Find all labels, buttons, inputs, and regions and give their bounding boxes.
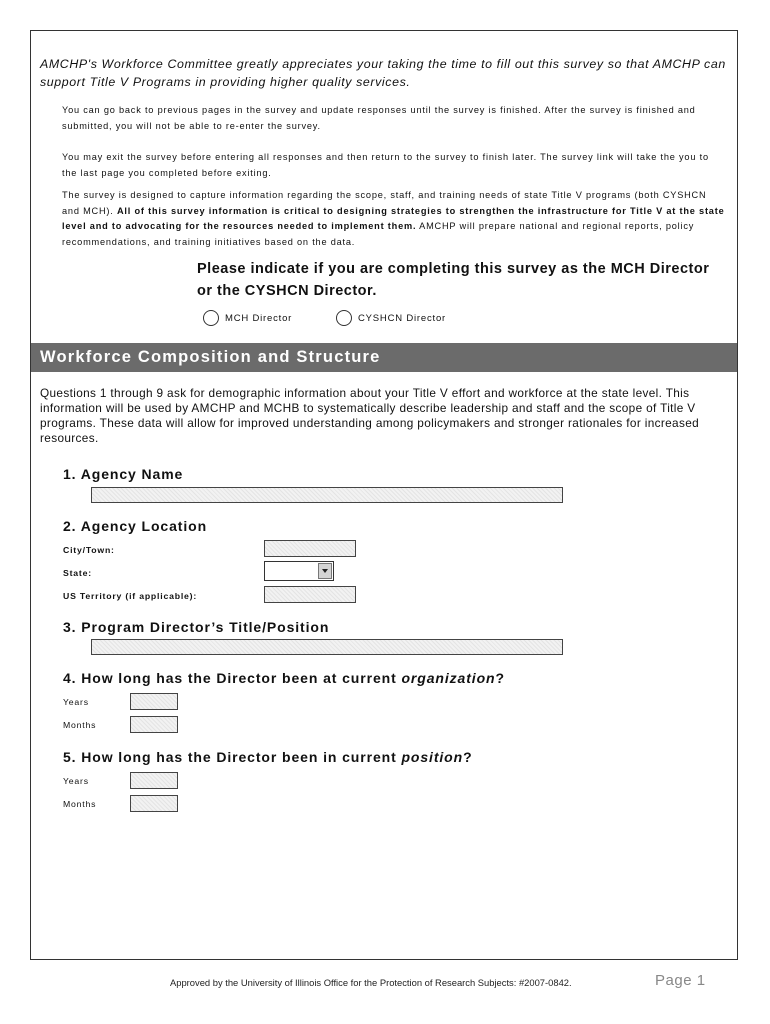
q4-months-input[interactable] (130, 716, 178, 733)
mch-director-radio[interactable] (203, 310, 219, 326)
page-number: Page 1 (655, 972, 706, 989)
q5-heading-post: ? (463, 749, 473, 765)
q5-heading (63, 749, 473, 765)
q5-heading-pre: 5. How long has the Director been in current (63, 749, 402, 765)
q4-heading (63, 670, 505, 686)
state-select[interactable] (264, 561, 334, 581)
city-label: City/Town: (63, 545, 115, 555)
info-paragraph-3 (62, 188, 726, 250)
q3-heading: 3. Program Director’s Title/Position (63, 619, 330, 635)
q4-heading-em: organization (401, 670, 496, 686)
info-paragraph-3-bold: All of this survey information is critical to designing strategies to strengthen the infrastructure for Title V at the state level and to advocating for the resources needed to implement them. (62, 205, 725, 231)
q5-years-label: Years (63, 776, 89, 786)
section-title-bar: Workforce Composition and Structure (31, 343, 737, 372)
approval-footer: Approved by the University of Illinois Office for the Protection of Research Subjects: #2007-0842. (170, 977, 572, 988)
director-question: Please indicate if you are completing this survey as the MCH Director or the CYSHCN Director. (197, 261, 710, 299)
q4-heading-pre: 4. How long has the Director been at current (63, 670, 402, 686)
info-paragraph-3-part2: AMCHP will prepare national and regional reports, policy recommendations, and training initiatives based on the data. (62, 221, 695, 247)
q4-years-input[interactable] (130, 693, 178, 710)
q2-heading: 2. Agency Location (63, 518, 208, 534)
section-intro: Questions 1 through 9 ask for demographic information about your Title V effort and workforce at the state level. This information will be used by AMCHP and MCHB to systematically describe leadership and staff and the scope of Title V programs. These data will allow for improved understanding among policymakers and stronger rationales for increased resources. (40, 386, 700, 445)
state-label: State: (63, 568, 92, 578)
info-paragraph-3-part1: The survey is designed to capture information regarding the scope, staff, and training needs of state Title V programs (both CYSHCN and MCH). (62, 190, 707, 216)
director-title-input[interactable] (91, 639, 563, 655)
territory-label: US Territory (if applicable): (63, 591, 198, 601)
q4-months-label: Months (63, 720, 97, 730)
q4-years-label: Years (63, 697, 89, 707)
chevron-down-icon[interactable] (318, 563, 332, 579)
cyshcn-director-radio[interactable] (336, 310, 352, 326)
cyshcn-director-label: CYSHCN Director (358, 313, 447, 324)
info-paragraph-2: You may exit the survey before entering all responses and then return to the survey to finish later. The survey link will take the you to the last page you completed before exiting. (62, 152, 709, 178)
q5-heading-em: position (401, 749, 464, 765)
q5-months-label: Months (63, 799, 97, 809)
city-input[interactable] (264, 540, 356, 557)
q5-years-input[interactable] (130, 772, 178, 789)
intro-text: AMCHP's Workforce Committee greatly appreciates your taking the time to fill out this survey so that AMCHP can support Title V Programs in providing higher quality services. (40, 57, 726, 89)
q5-months-input[interactable] (130, 795, 178, 812)
info-paragraph-1: You can go back to previous pages in the survey and update responses until the survey is finished. After the survey is finished and submitted, you will not be able to re-enter the survey. (62, 105, 696, 131)
territory-input[interactable] (264, 586, 356, 603)
agency-name-input[interactable] (91, 487, 563, 503)
q1-heading: 1. Agency Name (63, 466, 184, 482)
mch-director-label: MCH Director (225, 313, 293, 324)
q4-heading-post: ? (495, 670, 505, 686)
